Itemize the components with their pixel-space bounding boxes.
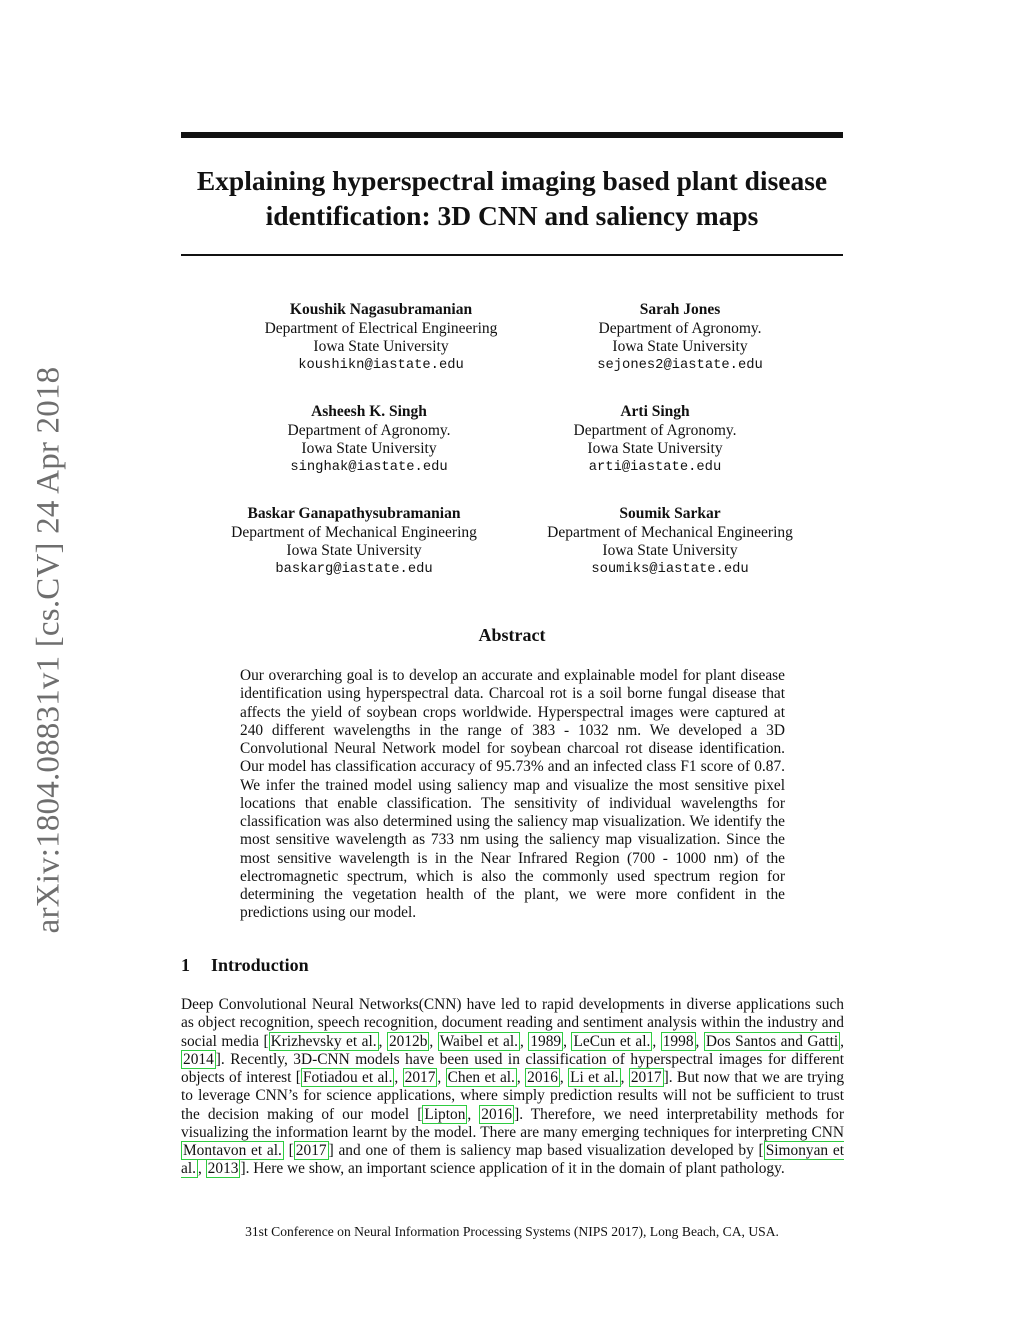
author-email[interactable]: soumiks@iastate.edu [591,561,749,577]
intro-text: ]. Here we show, an important science application of it in the domain of plant pathology. [240,1160,785,1178]
title-line-2: identification: 3D CNN and saliency maps [265,200,759,231]
citation-link[interactable]: 2014 [183,1050,214,1068]
author-department: Department of Agronomy. [598,319,762,337]
citation-link[interactable]: 2016 [481,1105,513,1123]
citation-link[interactable]: Fotiadou et al. [302,1069,393,1086]
author-name: Sarah Jones [639,301,721,318]
author-block [184,505,524,579]
author-department: Department of Electrical Engineering [264,319,498,337]
citation-link[interactable]: Montavon et al. [183,1142,282,1159]
title-line-1: Explaining hyperspectral imaging based plant disease [196,165,828,196]
citation-link[interactable]: 2013 [207,1160,239,1178]
author-block [510,301,850,375]
author-affiliation: Iowa State University [313,338,449,355]
citation-link[interactable]: Dos Santos and Gatti [705,1032,839,1050]
abstract-text: Our overarching goal is to develop an accurate and explainable model for plant disease identification using hyperspectral data. Charcoal rot is a soil borne fungal disease that affects the yield of soybean crops worldwide. Hyperspectral images were captured at 240 different wavelengths in the range of 383 - 1032 nm. We developed a 3D Convolutional Neural Network model for soybean charcoal rot disease identification. Our model has classification accuracy of 95.73% and an infected class F1 score of 0.87. We infer the trained model using saliency map and visualize the most sensitive pixel locations that enable classification. The sensitivity of individual wavelengths for classification was also determined using the saliency map visualization. We identify the most sensitive wavelength as 733 nm using the saliency map visualization. Since the most sensitive wavelength is in the Near Infrared Region (700 - 1000 nm) of the electromagnetic spectrum, which is also the commonly used spectrum region for determining the vegetation health of the plant, we were more confident in the predictions using our model. [240,667,785,922]
author-email[interactable]: sejones2@iastate.edu [597,357,763,373]
section-heading-introduction [181,955,843,976]
citation-link[interactable]: 2012b [388,1032,428,1050]
arxiv-sidebar [30,355,66,945]
author-email[interactable]: baskarg@iastate.edu [275,561,433,577]
introduction-paragraph: Deep Convolutional Neural Networks(CNN) have led to rapid developments in diverse applications such as object recognition, speech recognition, document reading and sentiment analysis within the industry and social media [ Krizhevsky et al. , 2012b , Waibel et al. , 1989 , LeCun et al. , 1998 , Dos Santos and Gatti , 2014 ]. Recently, 3D-CNN models have been used in classification of hyperspectral images for different objects of interest [ Fotiadou et al. , 2017 , Chen et al. , 2016 , Li et al. , 2017 ]. But now that we are trying to leverage CNN’s for science applications, where simply prediction results will not be sufficient to trust the decision making of our model [ Lipton , 2016 ]. Therefore, we need interpretability methods for visualizing the information learnt by the model. There are many emerging techniques for interpreting CNN Montavon et al. [ 2017 ] and one of them is saliency map based visualization developed by [ Simonyan et al. , 2013 ]. Here we show, an important science application of it in the domain of plant pathology. [181,996,845,1178]
citation-link[interactable]: LeCun et al. [573,1032,651,1050]
citation-link[interactable]: Lipton [424,1105,466,1123]
paper-title [181,163,843,233]
abstract-heading: Abstract [478,625,546,645]
title-rule-bottom [181,254,843,256]
author-name: Asheesh K. Singh [311,403,427,420]
intro-text: ]. But now that we are trying to leverage CNN’s for science applications, where simply prediction results will not be sufficient to trust the decision making of our model [ [181,1069,845,1123]
author-affiliation: Iowa State University [602,542,738,559]
conference-footnote: 31st Conference on Neural Information Processing Systems (NIPS 2017), Long Beach, CA, USA. [245,1224,779,1239]
title-rule-top [181,132,843,138]
author-affiliation: Iowa State University [301,440,437,457]
author-block [485,403,825,477]
author-block [500,505,840,579]
citation-link[interactable]: 2017 [295,1142,327,1159]
intro-text: Deep Convolutional Neural Networks(CNN) have led to rapid developments in diverse applications such as object recognition, speech recognition, document reading and sentiment analysis within the industry and social media [ [181,996,844,1050]
author-name: Baskar Ganapathysubramanian [247,505,461,522]
author-block [211,301,551,375]
arxiv-id: arXiv:1804.08831v1 [cs.CV] 24 Apr 2018 [30,366,66,934]
citation-link[interactable]: 2017 [404,1069,436,1086]
author-email[interactable]: arti@iastate.edu [588,459,722,475]
citation-link[interactable]: Chen et al. [447,1069,515,1086]
citation-link[interactable]: 1989 [530,1032,562,1050]
citation-link[interactable]: 2017 [630,1069,662,1086]
author-email[interactable]: koushikn@iastate.edu [298,357,464,373]
intro-text: ]. Therefore, we need interpretability methods for visualizing the information learnt by the model. There are many emerging techniques for interpreting CNN [181,1105,844,1141]
intro-text: ]. Recently, 3D-CNN models have been used in classification of hyperspectral images for different objects of interest [ [181,1050,844,1086]
citation-link[interactable]: Waibel et al. [439,1032,518,1050]
citation-link[interactable]: Simonyan et al. [181,1142,844,1178]
author-department: Department of Agronomy. [573,421,737,439]
author-name: Soumik Sarkar [619,505,721,522]
author-email[interactable]: singhak@iastate.edu [290,459,448,475]
author-name: Arti Singh [620,403,690,420]
author-affiliation: Iowa State University [587,440,723,457]
section-number: 1 [181,955,190,975]
citation-link[interactable]: 2016 [527,1069,558,1086]
section-title: Introduction [211,955,309,975]
author-name: Koushik Nagasubramanian [289,301,473,318]
citation-link[interactable]: 1998 [662,1032,694,1050]
author-affiliation: Iowa State University [612,338,748,355]
author-department: Department of Mechanical Engineering [547,523,793,541]
citation-link[interactable]: Li et al. [570,1069,619,1086]
citation-link[interactable]: Krizhevsky et al. [270,1032,377,1050]
author-department: Department of Mechanical Engineering [231,523,477,541]
author-affiliation: Iowa State University [286,542,422,559]
intro-text: ] and one of them is saliency map based visualization developed by [ [328,1142,764,1159]
author-department: Department of Agronomy. [287,421,451,439]
